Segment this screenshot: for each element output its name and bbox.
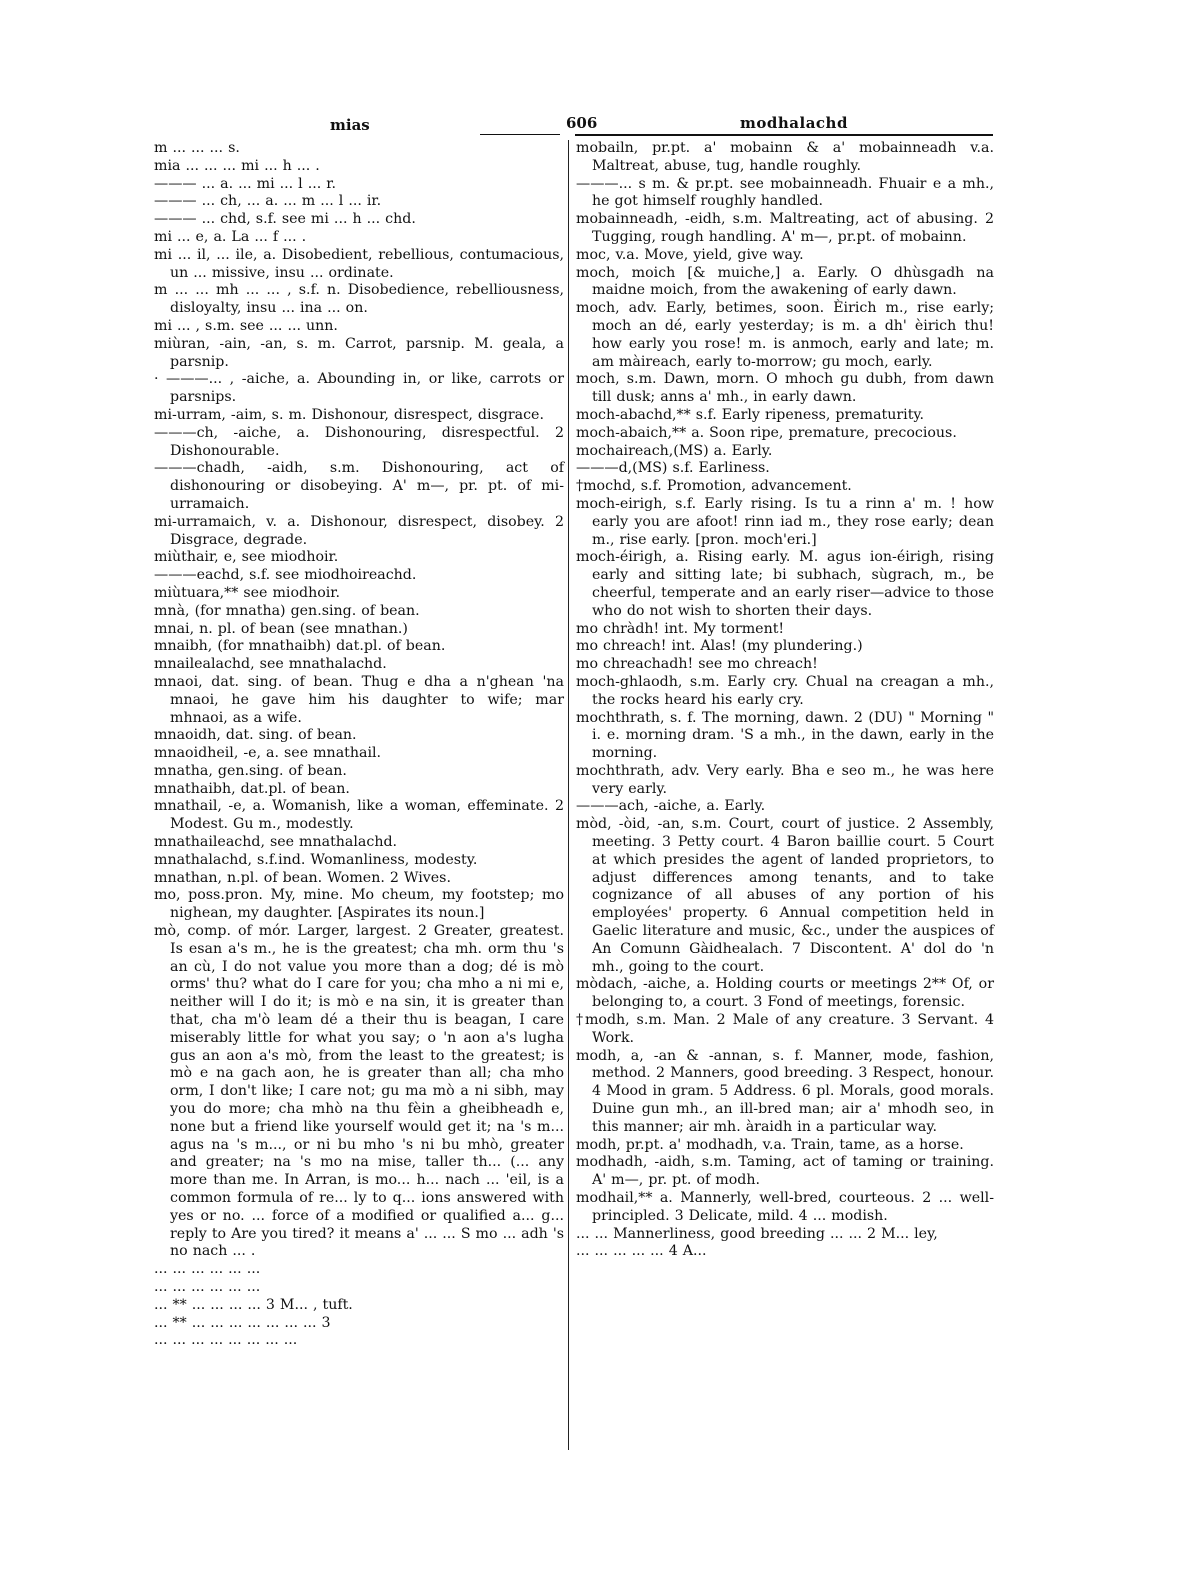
dictionary-entry: †mochd, s.f. Promotion, advancement.	[576, 478, 852, 495]
dictionary-entry: ——— ... chd, s.f. see mi ... h ... chd.	[154, 211, 416, 228]
dictionary-entry: mnathan, n.pl. of bean. Women. 2 Wives.	[154, 869, 451, 886]
column-divider	[568, 140, 569, 1450]
dictionary-entry: mnà, (for mnatha) gen.sing. of bean.	[154, 602, 420, 619]
right-column	[576, 140, 994, 1261]
dictionary-entry: ———ach, -aiche, a. Early.	[576, 798, 766, 815]
dictionary-entry: ———ch, -aiche, a. Dishonouring, disrespectful. 2 Dishonourable.	[154, 424, 564, 459]
dictionary-entry: · ———... , -aiche, a. Abounding in, or like, carrots or parsnips.	[154, 371, 564, 406]
dictionary-entry: mnaibh, (for mnathaibh) dat.pl. of bean.	[154, 638, 446, 655]
dictionary-entry: mnathail, -e, a. Womanish, like a woman, effeminate. 2 Modest. Gu m., modestly.	[154, 798, 564, 833]
dictionary-entry: ... ... ... ... ... ...	[154, 1279, 261, 1295]
header-rule-left	[480, 134, 560, 135]
page-number: 606	[566, 114, 598, 132]
dictionary-entry: mò, comp. of mór. Larger, largest. 2 Greater, greatest. Is esan a's m., he is the greatest; cha mh. orm thu 's an cù, I do not value you more than a dog; dé is mò orms' thu? what do I care for you; cha mho a ni mi e, neither will I do it; is mò e na sin, it is greater than that, cha m'ò leam dé a their thu is beagan, I care miserably little for what you say; o 'n aon a's lugha gus an aon a's mò, from the least to the greatest; is mò e na gach aon, he is greater than all; cha mho orm, I don't like; I care not; gu ma mò a ni sibh, may you do more; cha mhò na thu fèin a gheibheadh e, none but a friend like yourself would get it; na 's m... agus na 's m..., or ni bu mho 's ni bu mhò, greater and greater; na 's mo na mise, taller th... (... any more than me. In Arran, is mo... h... nach ... 'eil, is a common formula of re... ly to q... ions answered with yes or no. ... force of a modified or qualified a... g... reply to Are you tired? it means a' ... ... S mo ... adh 's no nach ... .	[154, 923, 564, 1260]
dictionary-entry: ———chadh, -aidh, s.m. Dishonouring, act of dishonouring or disobeying. A' m—, pr. pt. of mi-urramaich.	[154, 460, 564, 512]
dictionary-entry: ... ** ... ... ... ... 3 M... , tuft.	[154, 1296, 353, 1313]
dictionary-entry: mi ... il, ... ile, a. Disobedient, rebellious, contumacious, un ... missive, insu ... ordinate.	[154, 246, 564, 281]
dictionary-entry: mi-urram, -aim, s. m. Dishonour, disrespect, disgrace.	[154, 406, 544, 423]
dictionary-entry: mnatha, gen.sing. of bean.	[154, 762, 347, 779]
dictionary-entry: mnaoi, dat. sing. of bean. Thug e dha a n'ghean 'na mnaoi, he gave him his daughter to wife; mar mhnaoi, as a wife.	[154, 673, 564, 726]
dictionary-entry: mochaireach,(MS) a. Early.	[576, 442, 773, 459]
dictionary-entry: mobailn, pr.pt. a' mobainn & a' mobainneadh v.a. Maltreat, abuse, tug, handle roughly.	[576, 140, 994, 174]
dictionary-entry: mochthrath, adv. Very early. Bha e seo m., he was here very early.	[576, 762, 994, 797]
dictionary-entry: modhail,** a. Mannerly, well-bred, courteous. 2 ... well-principled. 3 Delicate, mild. 4 ... modish.	[576, 1190, 994, 1224]
dictionary-entry: mo chreachadh! see mo chreach!	[576, 656, 818, 673]
dictionary-entry: ... ** ... ... ... ... ... ... ... 3	[154, 1314, 331, 1331]
dictionary-entry: ... ... ... ... ... ...	[154, 1261, 261, 1278]
dictionary-entry: mia ... ... ... mi ... h ... .	[154, 157, 320, 174]
dictionary-entry: mnathaibh, dat.pl. of bean.	[154, 780, 350, 797]
dictionary-entry: mnailealachd, see mnathalachd.	[154, 656, 387, 673]
dictionary-entry: miùthair, e, see miodhoir.	[154, 549, 339, 566]
dictionary-entry: modh, a, -an & -annan, s. f. Manner, mode, fashion, method. 2 Manners, good breeding. 3 Respect, honour. 4 Mood in gram. 5 Address. 6 pl. Morals, good morals. Duine gun mh., an ill-bred man; air a' mhodh seo, in this manner; air mh. àraidh in a particular way.	[576, 1047, 994, 1135]
dictionary-entry: ———d,(MS) s.f. Earliness.	[576, 460, 770, 477]
left-column	[154, 140, 564, 1350]
dictionary-entry: m ... ... ... s.	[154, 140, 240, 156]
header-rule-right	[575, 134, 993, 136]
dictionary-entry: ... ... Mannerliness, good breeding ... ... 2 M... ley,	[576, 1225, 938, 1242]
running-head-left: mias	[330, 116, 370, 134]
dictionary-entry: mi ... , s.m. see ... ... unn.	[154, 317, 338, 334]
dictionary-entry: mnaoidh, dat. sing. of bean.	[154, 727, 357, 744]
dictionary-entry: miùtuara,** see miodhoir.	[154, 584, 341, 601]
dictionary-entry: mo chràdh! int. My torment!	[576, 620, 785, 637]
dictionary-entry: ———eachd, s.f. see miodhoireachd.	[154, 567, 417, 584]
dictionary-entry: mo chreach! int. Alas! (my plundering.)	[576, 638, 863, 655]
dictionary-entry: miùran, -ain, -an, s. m. Carrot, parsnip. M. geala, a parsnip.	[154, 335, 564, 370]
dictionary-entry: moch, s.m. Dawn, morn. O mhoch gu dubh, from dawn till dusk; anns a' mh., in early dawn.	[576, 371, 994, 406]
dictionary-entry: mochthrath, s. f. The morning, dawn. 2 (DU) " Morning " i. e. morning dram. 'S a mh., in the dawn, early in the morning.	[576, 709, 994, 762]
dictionary-entry: ——— ... a. ... mi ... l ... r.	[154, 175, 336, 192]
dictionary-entry: mi ... e, a. La ... f ... .	[154, 228, 307, 245]
dictionary-entry: †modh, s.m. Man. 2 Male of any creature. 3 Servant. 4 Work.	[576, 1012, 994, 1046]
dictionary-entry: modhadh, -aidh, s.m. Taming, act of taming or training. A' m—, pr. pt. of modh.	[576, 1154, 994, 1189]
dictionary-entry: mnai, n. pl. of bean (see mnathan.)	[154, 620, 408, 637]
dictionary-entry: moch-ghlaodh, s.m. Early cry. Chual na creagan a mh., the rocks heard his early cry.	[576, 673, 994, 708]
dictionary-entry: ... ... ... ... ... ... ... ...	[154, 1332, 298, 1349]
dictionary-entry: moch-éirigh, a. Rising early. M. agus ion-éirigh, rising early and sitting late; bi subhach, sùgrach, m., be cheerful, temperate and an early riser—advice to those who do not wish to shorten their days.	[576, 549, 994, 619]
dictionary-entry: mi-urramaich, v. a. Dishonour, disrespect, disobey. 2 Disgrace, degrade.	[154, 513, 564, 548]
dictionary-entry: moch, moich [& muiche,] a. Early. O dhùsgadh na maidne moich, from the awakening of early dawn.	[576, 264, 994, 299]
running-head-right: modhalachd	[740, 114, 848, 132]
dictionary-entry: ——— ... ch, ... a. ... m ... l ... ir.	[154, 193, 382, 210]
dictionary-entry: ———... s m. & pr.pt. see mobainneadh. Fhuair e a mh., he got himself roughly handled.	[576, 175, 994, 210]
dictionary-entry: mòd, -òid, -an, s.m. Court, court of justice. 2 Assembly, meeting. 3 Petty court. 4 Baron baillie court. 5 Court at which presides the agent of landed proprietors, to adjust differences among tenants, and to take cognizance of all abuses of any portion of his employées' property. 6 Annual competition held in Gaelic literature and music, &c., under the auspices of An Comunn Gàidhealach. 7 Discontent. A' dol do 'n mh., going to the court.	[576, 816, 994, 975]
dictionary-entry: moch-abaich,** a. Soon ripe, premature, precocious.	[576, 424, 957, 441]
dictionary-entry: mnathaileachd, see mnathalachd.	[154, 834, 398, 851]
dictionary-entry: m ... ... mh ... ... , s.f. n. Disobedience, rebelliousness, disloyalty, insu ... ina ... on.	[154, 282, 564, 317]
dictionary-entry: moc, v.a. Move, yield, give way.	[576, 246, 804, 263]
dictionary-entry: moch-abachd,** s.f. Early ripeness, prematurity.	[576, 406, 925, 423]
dictionary-entry: moch, adv. Early, betimes, soon. Èirich m., rise early; moch an dé, early yesterday; is m. a dh' èirich thu! how early you rose! m. is anmoch, early and late; m. am màireach, early to-morrow; gu moch, early.	[576, 300, 994, 370]
dictionary-entry: mnathalachd, s.f.ind. Womanliness, modesty.	[154, 851, 478, 868]
dictionary-entry: moch-eirigh, s.f. Early rising. Is tu a rinn a' m. ! how early you are afoot! rinn iad m., they rose early; dean m., rise early. [pron. moch'eri.]	[576, 495, 994, 548]
dictionary-entry: mobainneadh, -eidh, s.m. Maltreating, act of abusing. 2 Tugging, rough handling. A' m—, pr.pt. of mobainn.	[576, 211, 994, 245]
dictionary-entry: mo, poss.pron. My, mine. Mo cheum, my footstep; mo nighean, my daughter. [Aspirates its noun.]	[154, 887, 564, 922]
dictionary-entry: mnaoidheil, -e, a. see mnathail.	[154, 745, 382, 762]
dictionary-entry: modh, pr.pt. a' modhadh, v.a. Train, tame, as a horse.	[576, 1136, 964, 1153]
dictionary-entry: mòdach, -aiche, a. Holding courts or meetings 2** Of, or belonging to, a court. 3 Fond of meetings, forensic.	[576, 976, 994, 1011]
dictionary-entry: ... ... ... ... ... 4 A...	[576, 1243, 707, 1260]
